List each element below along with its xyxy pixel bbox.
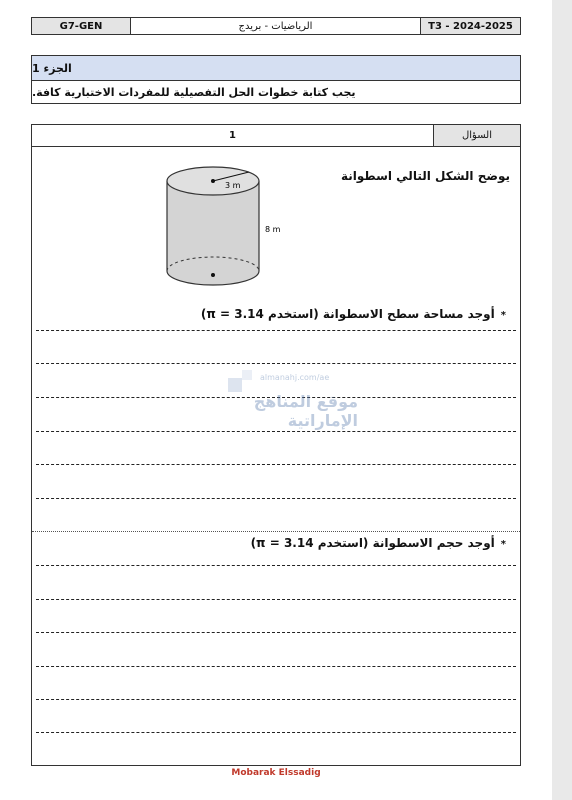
section-divider [32, 531, 520, 532]
footer-author: Mobarak Elssadig [231, 768, 321, 778]
answer-line [36, 363, 516, 364]
cylinder-body [167, 181, 259, 285]
answer-line [36, 699, 516, 700]
radius-label: 3 m [225, 181, 241, 190]
answer-line [36, 565, 516, 566]
answer-line [36, 599, 516, 600]
answer-line [36, 330, 516, 331]
answer-line [36, 732, 516, 733]
part-box [31, 55, 521, 104]
question-box [31, 124, 521, 766]
term-cell: T3 - 2024-2025 [421, 18, 520, 34]
grade-cell: G7-GEN [32, 18, 131, 34]
answer-line [36, 498, 516, 499]
question-intro: يوضح الشكل التالي اسطوانة [340, 169, 510, 183]
height-label: 8 m [265, 225, 281, 234]
part-a-prompt: *أوجد مساحة سطح الاسطوانة (استخدم π = 3.14) [200, 307, 506, 321]
bottom-center-dot [211, 273, 215, 277]
answer-line [36, 666, 516, 667]
question-number: 1 [32, 125, 434, 146]
answer-line [36, 464, 516, 465]
watermark-url: almanahj.com/ae [260, 373, 330, 382]
cylinder-figure [165, 165, 305, 297]
question-header [32, 125, 520, 147]
question-label: السؤال [434, 125, 520, 146]
watermark-name: موقع المناهج الإماراتية [253, 392, 358, 430]
part-b-prompt: *أوجد حجم الاسطوانة (استخدم π = 3.14) [250, 536, 506, 550]
answer-line [36, 431, 516, 432]
watermark [228, 370, 358, 430]
watermark-logo-icon [228, 378, 242, 392]
answer-line [36, 632, 516, 633]
subject-cell: الرياضيات - بريدج [131, 18, 421, 34]
part-title: الجزء 1 [32, 56, 520, 81]
header-table [31, 17, 521, 35]
part-instruction: يجب كتابة خطوات الحل التفصيلية للمفردات الاختبارية كافة. [32, 85, 356, 99]
